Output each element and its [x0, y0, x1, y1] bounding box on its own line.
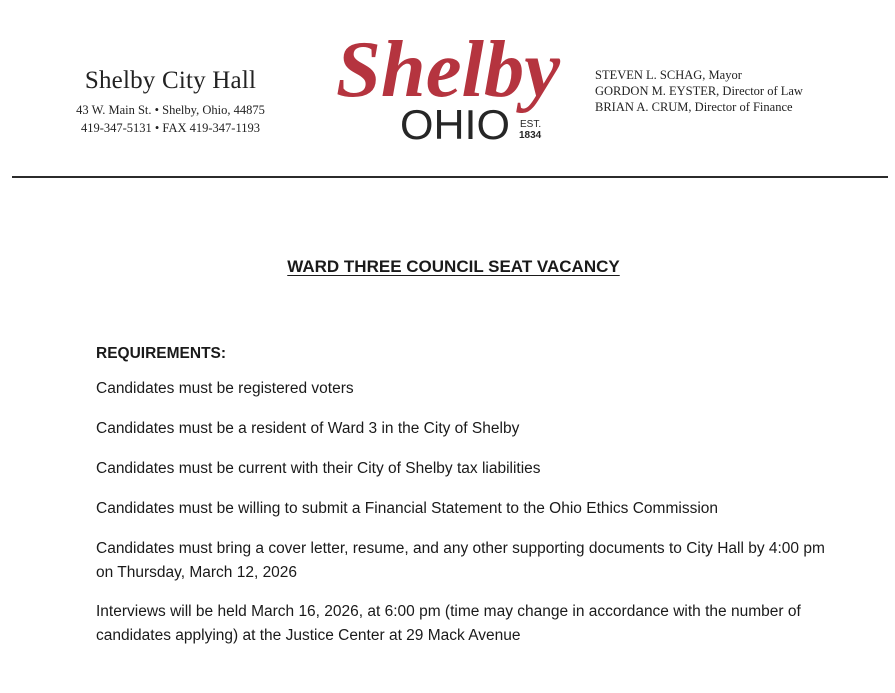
address-line: 43 W. Main St. • Shelby, Ohio, 44875	[76, 103, 265, 117]
requirement-item: Candidates must be a resident of Ward 3 in the City of Shelby	[96, 420, 520, 437]
document-title	[0, 256, 895, 278]
requirement-item: Candidates must be registered voters	[96, 380, 354, 397]
city-hall-title: Shelby City Hall	[84, 67, 257, 94]
shelby-ohio-logo	[334, 20, 564, 145]
logo-est-year: 1834	[519, 130, 542, 141]
logo-est-label: EST.	[520, 119, 542, 130]
official-director-of-finance: BRIAN A. CRUM, Director of Finance	[595, 100, 793, 114]
officials-list	[595, 67, 885, 115]
interview-notice: Interviews will be held March 16, 2026, at 6:00 pm (time may change in accordance with the number of candidates applying) at the Justice Center at 29 Mack Avenue	[96, 603, 801, 644]
official-director-of-law: GORDON M. EYSTER, Director of Law	[595, 84, 803, 98]
header-divider	[12, 176, 888, 178]
official-mayor: STEVEN L. SCHAG, Mayor	[595, 68, 742, 82]
logo-state: OHIO	[400, 101, 510, 145]
phone-fax-line: 419-347-5131 • FAX 419-347-1193	[80, 121, 261, 135]
document-title-text: WARD THREE COUNCIL SEAT VACANCY	[287, 257, 620, 276]
requirement-item: Candidates must be current with their City of Shelby tax liabilities	[96, 460, 541, 477]
requirements-heading: REQUIREMENTS:	[96, 345, 227, 362]
letterhead-contact-block	[38, 66, 303, 137]
requirement-item: Candidates must bring a cover letter, resume, and any other supporting documents to City Hall by 4:00 pm on Thursday, March 12, 2026	[96, 540, 825, 581]
requirements-section	[96, 342, 836, 663]
logo-wordmark: Shelby	[336, 26, 561, 114]
requirement-item: Candidates must be willing to submit a Financial Statement to the Ohio Ethics Commission	[96, 500, 719, 517]
